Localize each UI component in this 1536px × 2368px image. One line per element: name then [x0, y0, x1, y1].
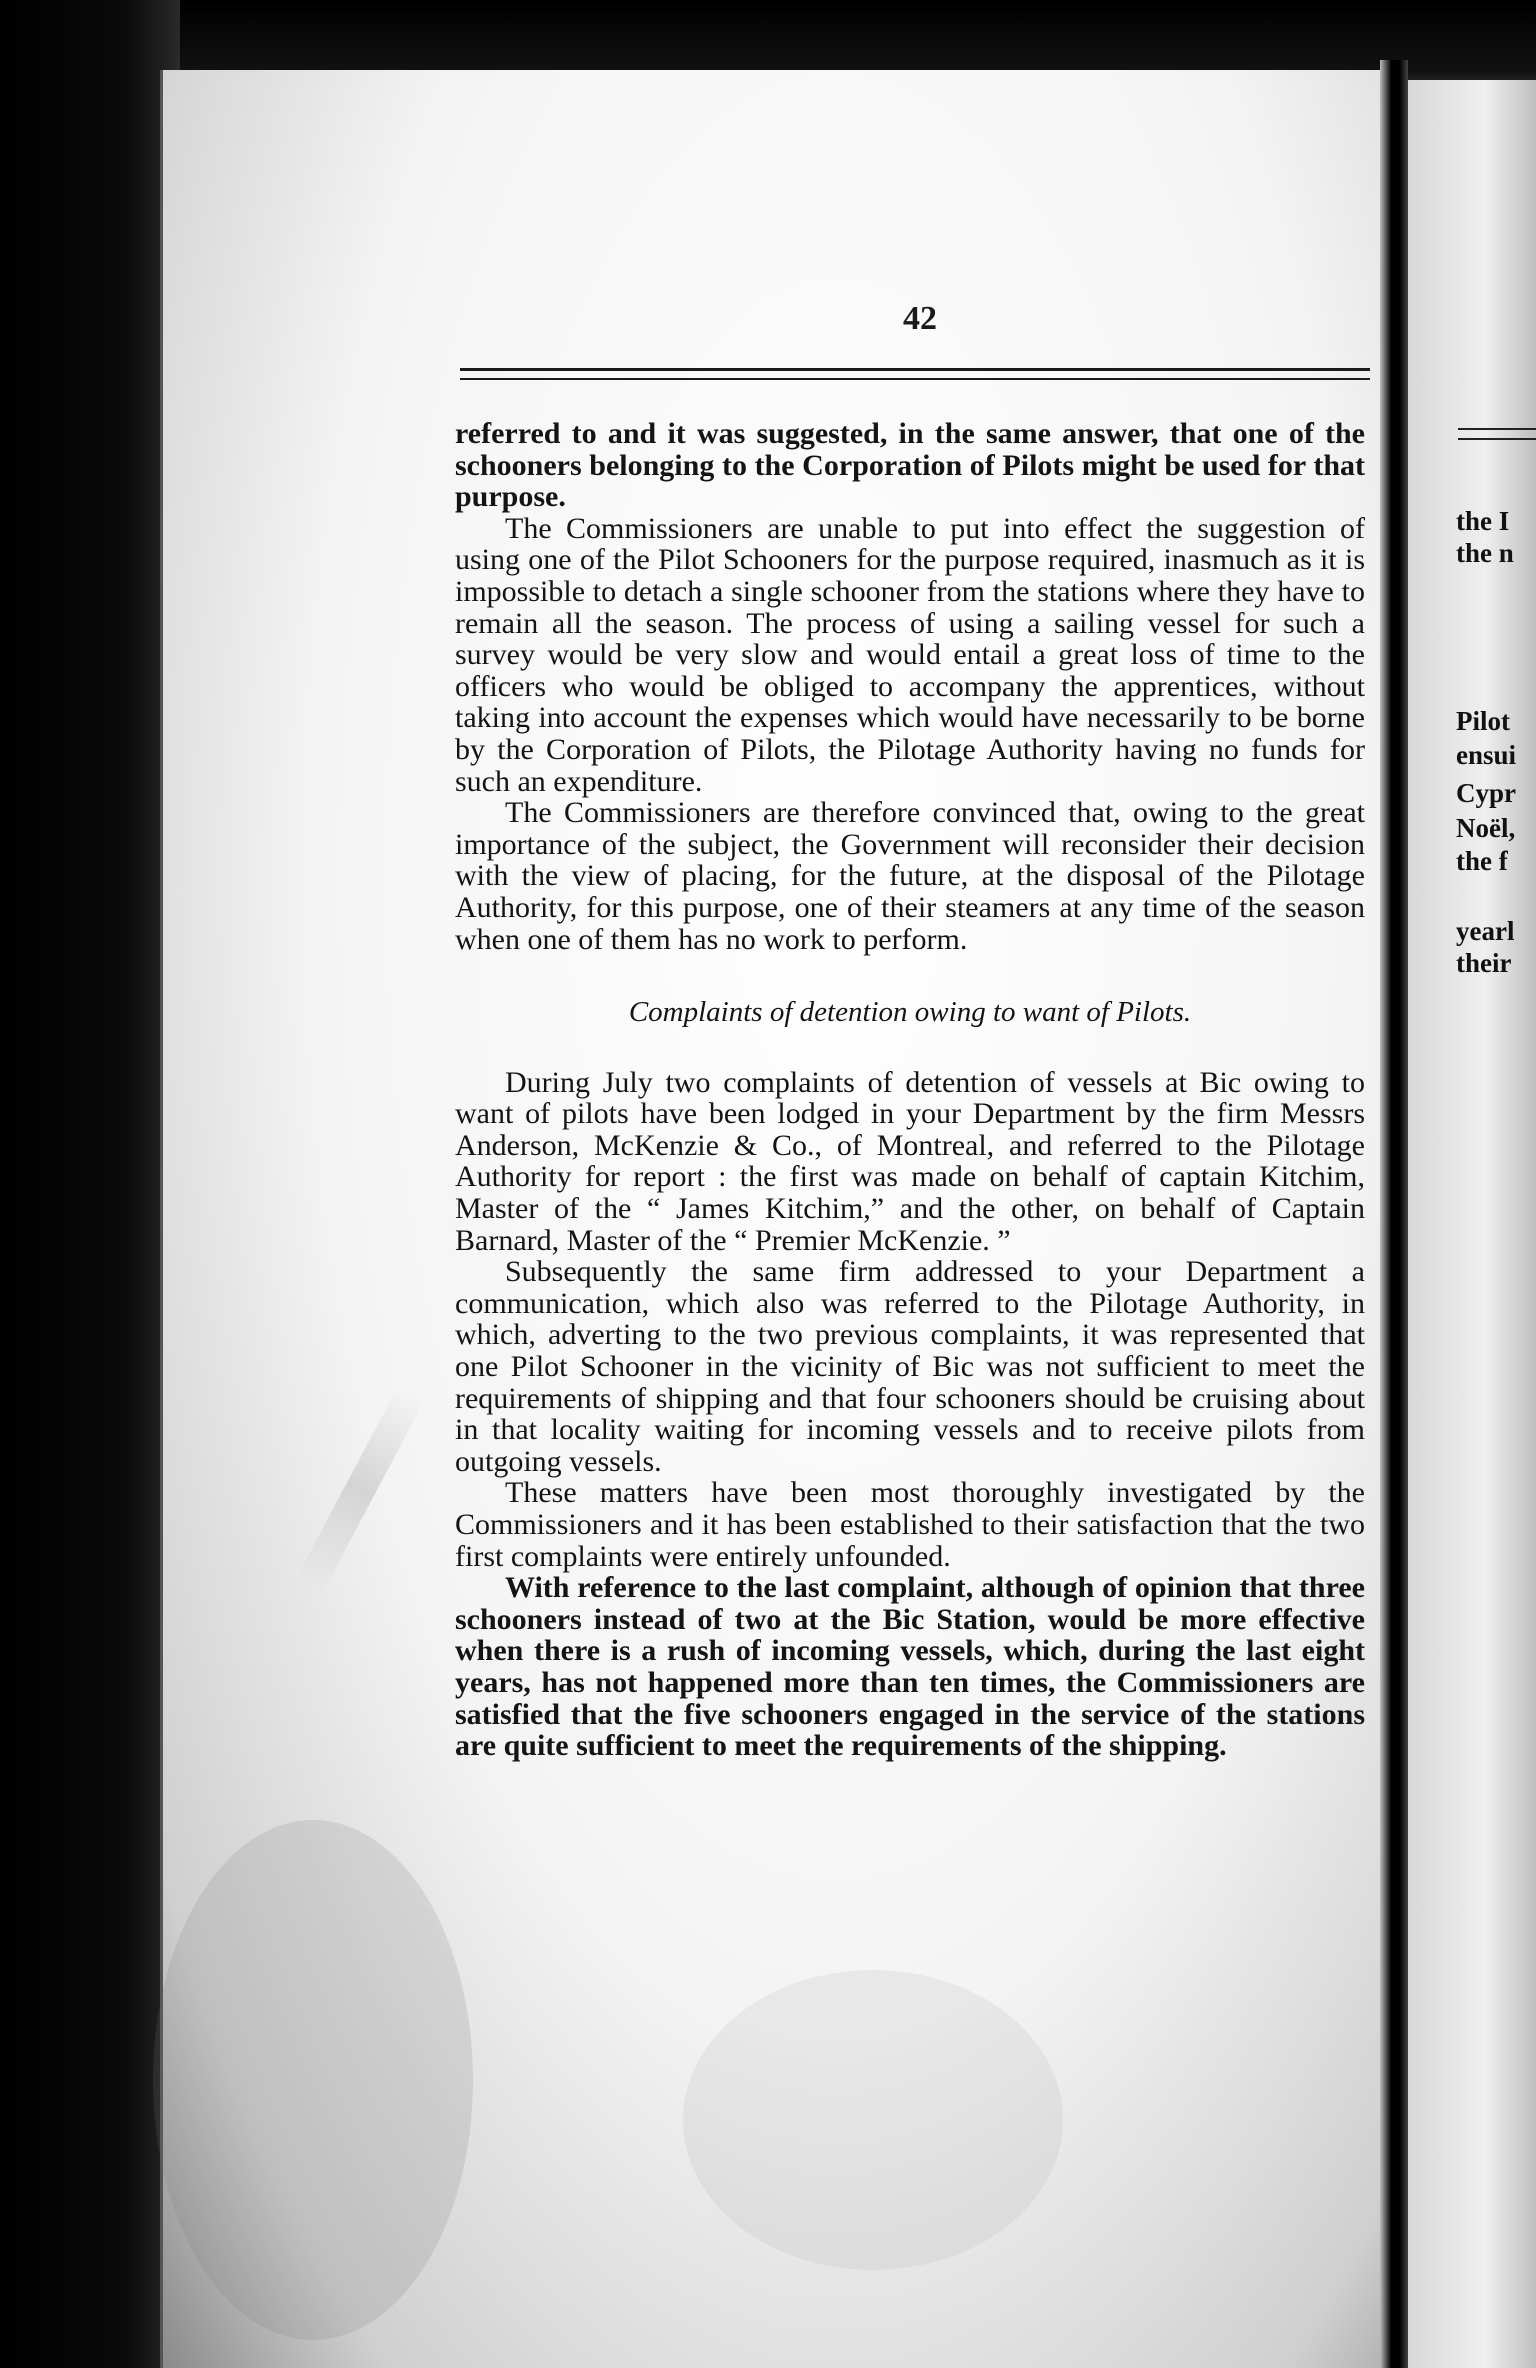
book-gutter: [1380, 60, 1408, 2368]
page-number: 42: [903, 300, 937, 337]
adjacent-page-rule: [1458, 428, 1536, 430]
adjacent-page-fragment: the f: [1456, 846, 1508, 876]
paragraph: With reference to the last complaint, although of opinion that three schooners instead of two at the Bic Station, would be more effective when there is a rush of incoming vessels, which, during the last eight years, has not happened more than ten times, the Commissioners are satisfied that the five schooners engaged in the service of the stations are quite sufficient to meet the requirements of the shipping.: [455, 1571, 1365, 1763]
paragraph: Subsequently the same firm addressed to your Department a communication, which also was referred to the Pilotage Authority, in which, adverting to the two previous complaints, it was represented that one Pilot Schooner in the vicinity of Bic was not sufficient to meet the requirements of shipping and that four schooners should be cruising about in that locality waiting for incoming vessels and to receive pilots from outgoing vessels.: [455, 1255, 1365, 1478]
adjacent-page-fragment: Cypr: [1456, 778, 1516, 808]
adjacent-page-edge: [1408, 80, 1536, 2368]
adjacent-page-fragment: their: [1456, 948, 1512, 978]
adjacent-page-fragment: the I: [1456, 506, 1510, 536]
adjacent-page-fragment: Pilot: [1456, 706, 1510, 736]
adjacent-page-fragment: yearl: [1456, 916, 1515, 946]
adjacent-page-fragment: Noël,: [1456, 813, 1516, 843]
adjacent-page-rule: [1458, 438, 1536, 440]
paragraph: These matters have been most thoroughly investigated by the Commissioners and it has been established to their satisfaction that the two first complaints were entirely unfounded.: [455, 1476, 1365, 1573]
paper-stain: [683, 1970, 1063, 2270]
paragraph: referred to and it was suggested, in the same answer, that one of the schooners belonging to the Corporation of Pilots might be used for that purpose.: [455, 417, 1365, 514]
section-heading: Complaints of detention owing to want of Pilots.: [628, 996, 1192, 1029]
paper-stain: [153, 1820, 473, 2340]
paragraph: The Commissioners are therefore convinced that, owing to the great importance of the subject, the Government will reconsider their decision with the view of placing, for the future, at the disposal of the Pilotage Authority, for this purpose, one of their steamers at any time of the season when one of them has no work to perform.: [455, 796, 1365, 956]
paragraph: The Commissioners are unable to put into effect the suggestion of using one of the Pilot Schooners for the purpose required, inasmuch as it is impossible to detach a single schooner from the stations where they have to remain all the season. The process of using a sailing vessel for such a survey would be very slow and would entail a great loss of time to the officers who would be obliged to accompany the apprentices, without taking into account the expenses which would have necessarily to be borne by the Corporation of Pilots, the Pilotage Authority having no funds for such an expenditure.: [455, 511, 1365, 798]
adjacent-page-fragment: ensui: [1456, 740, 1517, 770]
adjacent-page-fragment: the n: [1456, 538, 1514, 568]
body-text: [455, 418, 1365, 1762]
scan-left-border: [0, 0, 180, 2368]
header-rule: [460, 368, 1370, 371]
header-rule: [460, 378, 1370, 380]
paragraph: During July two complaints of detention of vessels at Bic owing to want of pilots have been lodged in your Department by the firm Messrs Anderson, McKenzie & Co., of Montreal, and referred to the Pilotage Authority for report : the first was made on behalf of captain Kitchim, Master of the “ James Kitchim,” and the other, on behalf of Captain Barnard, Master of the “ Premier McKenzie. ”: [455, 1065, 1365, 1257]
